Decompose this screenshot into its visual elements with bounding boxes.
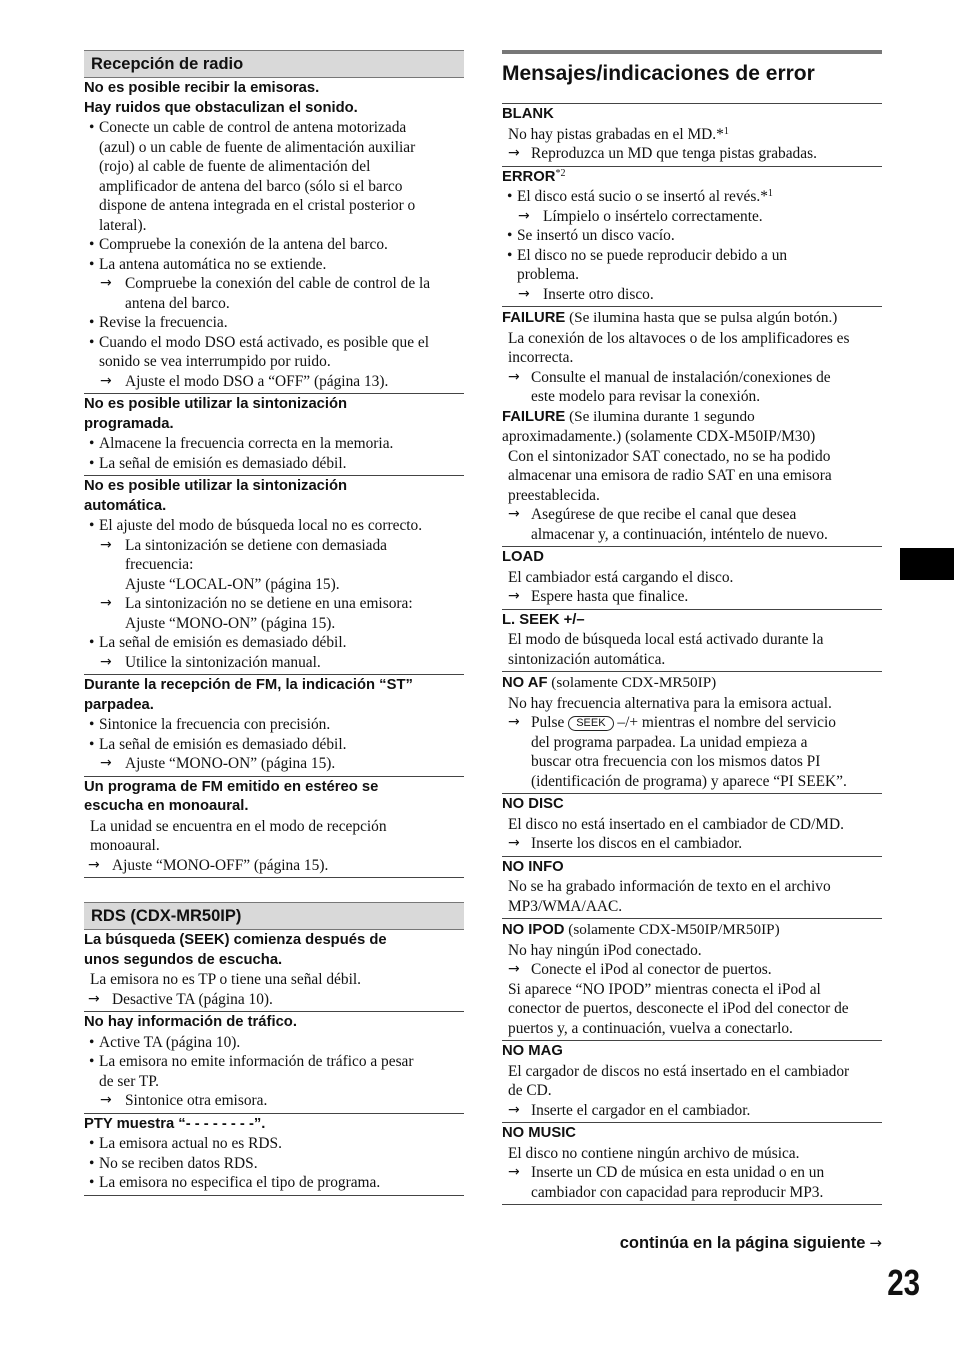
error-code: NO IPOD (solamente CDX-M50IP/MR50IP) (502, 921, 780, 938)
remedy-item: → Conecte el iPod al conector de puertos. (502, 960, 882, 980)
remedy-continuation: antena del barco. (125, 294, 230, 312)
remedy-item: → Ajuste el modo DSO a “OFF” (página 13). (84, 372, 464, 392)
cause-text: MP3/WMA/AAC. (508, 897, 623, 915)
remedy-item: → Inserte un CD de música en esta unidad o en un (502, 1163, 882, 1183)
bullet-item: • Compruebe la conexión de la antena del barco. (84, 235, 464, 255)
section-tab-marker (900, 548, 954, 580)
problem-title: escucha en monoaural. (84, 798, 249, 814)
bullet-item: • La señal de emisión es demasiado débil. (84, 454, 464, 474)
cause-text: La emisora no es TP o tiene una señal débil. (90, 971, 361, 988)
cause-text: incorrecta. (508, 349, 574, 366)
troubleshoot-block-no-reception (84, 78, 464, 394)
remedy-item: → Compruebe la conexión del cable de control de la (84, 274, 464, 294)
bullet-item: • El ajuste del modo de búsqueda local no es correcto. (84, 516, 464, 536)
problem-title: automática. (84, 497, 167, 514)
bullet-continuation: dispone de antena integrada en el cristal posterior o (99, 197, 416, 214)
bullet-continuation: (azul) o un cable de fuente de alimentación auxiliar (99, 138, 416, 156)
error-block-nomusic (502, 1123, 882, 1205)
cause-text: No hay pistas grabadas en el MD.*$^1$ (508, 125, 729, 143)
problem-title: La búsqueda (SEEK) comienza después de (84, 932, 387, 948)
cause-text: El cargador de discos no está insertado en el cambiador (508, 1062, 850, 1080)
problem-title: No es posible utilizar la sintonización (84, 478, 348, 494)
remedy-item: → Consulte el manual de instalación/conexiones de (502, 368, 882, 388)
error-block-lseek (502, 610, 882, 673)
section-heading-errors: Mensajes/indicaciones de error (502, 50, 882, 103)
troubleshoot-block-monaural (84, 777, 464, 879)
bullet-continuation: amplificador de antena del barco (sólo si el barco (99, 177, 403, 195)
error-code-note: aproximadamente.) (solamente CDX-M50IP/M30) (502, 428, 816, 445)
error-block-failure (502, 307, 882, 547)
cause-text: Si aparece “NO IPOD” mientras conecta el iPod al (508, 980, 821, 998)
error-code: BLANK (502, 106, 554, 122)
error-code: NO INFO (502, 858, 564, 875)
remedy-item: → Inserte otro disco. (502, 285, 882, 305)
bullet-item: • La emisora no especifica el tipo de programa. (84, 1173, 464, 1193)
cause-text: El cambiador está cargando el disco. (508, 568, 734, 586)
bullet-item: • El disco no se puede reproducir debido a un (502, 246, 882, 266)
remedy-item: → Pulse SEEK –/+ mientras el nombre del servicio (502, 713, 882, 733)
error-block-blank (502, 103, 882, 167)
bullet-item: • La emisora actual no es RDS. (84, 1134, 464, 1154)
cause-text: almacenar una emisora de radio SAT en una emisora (508, 467, 832, 484)
bullet-continuation: sonido se vea interrumpido por ruido. (99, 353, 331, 370)
cause-text: No hay ningún iPod conectado. (508, 941, 702, 959)
problem-title: PTY muestra “- - - - - - - -”. (84, 1115, 266, 1132)
error-code: ERROR$^{*2}$ (502, 167, 566, 185)
cause-text: de CD. (508, 1082, 552, 1099)
remedy-item: → Ajuste “MONO-ON” (página 15). (84, 754, 464, 774)
bullet-item: • La señal de emisión es demasiado débil. (84, 633, 464, 653)
cause-text: preestablecida. (508, 486, 600, 504)
remedy-item: → La sintonización no se detiene en una emisora: (84, 594, 464, 614)
remedy-continuation: almacenar y, a continuación, inténtelo de nuevo. (531, 525, 828, 543)
cause-text: El disco no contiene ningún archivo de música. (508, 1144, 800, 1162)
bullet-item: • La emisora no emite información de tráfico a pesar (84, 1052, 464, 1072)
arrow-right-icon: → (869, 1234, 882, 1252)
bullet-continuation: lateral). (99, 216, 147, 234)
error-block-noipod (502, 919, 882, 1041)
problem-title: Un programa de FM emitido en estéreo se (84, 778, 379, 795)
bullet-item: • Se insertó un disco vacío. (502, 226, 882, 246)
continued-note: continúa en la página siguiente → (619, 1234, 882, 1252)
error-code: NO MUSIC (502, 1125, 576, 1141)
troubleshoot-block-traffic (84, 1012, 464, 1114)
page-number: 23 (887, 1262, 920, 1303)
bullet-continuation: problema. (517, 266, 579, 283)
remedy-item: → Asegúrese de que recibe el canal que desea (502, 505, 882, 525)
cause-text: conector de puertos, desconecte el iPod del conector de (508, 1000, 849, 1017)
bullet-item: • Revise la frecuencia. (84, 313, 464, 333)
cause-text: El modo de búsqueda local está activado durante la (508, 631, 824, 648)
left-column (84, 50, 464, 1196)
section-heading-radio: Recepción de radio (84, 50, 464, 78)
error-code: LOAD (502, 549, 544, 565)
remedy-continuation: cambiador con capacidad para reproducir MP3. (531, 1183, 824, 1201)
cause-text: No hay frecuencia alternativa para la emisora actual. (508, 694, 832, 712)
problem-title: No es posible utilizar la sintonización (84, 396, 348, 412)
bullet-item: • Almacene la frecuencia correcta en la memoria. (84, 434, 464, 454)
bullet-continuation: (rojo) al cable de fuente de alimentación del (99, 158, 371, 175)
cause-text: La conexión de los altavoces o de los amplificadores es (508, 329, 850, 347)
error-block-nodisc (502, 794, 882, 857)
bullet-item: • La antena automática no se extiende. (84, 255, 464, 275)
problem-title: unos segundos de escucha. (84, 951, 283, 968)
seek-button-icon: SEEK (568, 716, 613, 731)
problem-title: No es posible recibir la emisoras. (84, 80, 320, 96)
problem-title: parpadea. (84, 696, 154, 713)
remedy-item: → Inserte los discos en el cambiador. (502, 834, 882, 854)
error-block-nomag (502, 1041, 882, 1123)
remedy-continuation: (identificación de programa) y aparece “PI SEEK”. (531, 772, 847, 790)
error-block-error (502, 167, 882, 308)
bullet-item: • Cuando el modo DSO está activado, es posible que el (84, 333, 464, 353)
cause-text: El disco no está insertado en el cambiador de CD/MD. (508, 815, 844, 833)
error-block-noaf (502, 672, 882, 794)
error-block-load (502, 547, 882, 610)
remedy-item: → Reproduzca un MD que tenga pistas grabadas. (502, 144, 882, 164)
cause-text: puertos y, a continuación, vuelva a conectarlo. (508, 1019, 793, 1037)
remedy-item: → Espere hasta que finalice. (502, 587, 882, 607)
problem-title: Hay ruidos que obstaculizan el sonido. (84, 99, 358, 116)
problem-title: No hay información de tráfico. (84, 1014, 297, 1030)
cause-text: monoaural. (90, 837, 160, 854)
cause-text: No se ha grabado información de texto en el archivo (508, 878, 831, 895)
remedy-continuation: Ajuste “LOCAL-ON” (página 15). (125, 575, 340, 593)
troubleshoot-block-preset (84, 394, 464, 476)
troubleshoot-block-pty (84, 1114, 464, 1196)
problem-title: Durante la recepción de FM, la indicación “ST” (84, 677, 413, 693)
cause-text: Con el sintonizador SAT conectado, no se ha podido (508, 447, 831, 465)
error-code: FAILURE (Se ilumina hasta que se pulsa algún botón.) (502, 309, 838, 326)
bullet-item: • Active TA (página 10). (84, 1033, 464, 1053)
remedy-continuation: Ajuste “MONO-ON” (página 15). (125, 614, 336, 632)
remedy-item: → Desactive TA (página 10). (84, 990, 464, 1010)
troubleshoot-block-st-flashing (84, 675, 464, 777)
remedy-continuation: este modelo para revisar la conexión. (531, 388, 761, 405)
error-code: NO DISC (502, 796, 564, 812)
bullet-item: • Conecte un cable de control de antena motorizada (84, 118, 464, 138)
section-heading-rds: RDS (CDX-MR50IP) (84, 902, 464, 930)
right-column (502, 50, 882, 1205)
remedy-item: → Límpielo o insértelo correctamente. (502, 207, 882, 227)
troubleshoot-block-auto-tuning (84, 476, 464, 675)
problem-title: programada. (84, 415, 174, 432)
bullet-continuation: de ser TP. (99, 1072, 159, 1090)
remedy-continuation: buscar otra frecuencia con los mismos datos PI (531, 753, 821, 770)
bullet-item: • No se reciben datos RDS. (84, 1154, 464, 1174)
error-code: NO AF (solamente CDX-MR50IP) (502, 674, 717, 691)
error-code: L. SEEK +/– (502, 611, 585, 628)
bullet-item: • La señal de emisión es demasiado débil. (84, 735, 464, 755)
cause-text: La unidad se encuentra en el modo de recepción (90, 817, 387, 835)
error-code: FAILURE (Se ilumina durante 1 segundo (502, 407, 755, 425)
remedy-item: → Inserte el cargador en el cambiador. (502, 1101, 882, 1121)
bullet-item: • El disco está sucio o se insertó al revés.*$^1$ (502, 187, 882, 207)
error-code: NO MAG (502, 1043, 563, 1059)
bullet-item: • Sintonice la frecuencia con precisión. (84, 715, 464, 735)
troubleshoot-block-seek (84, 930, 464, 1012)
remedy-continuation: frecuencia: (125, 556, 194, 573)
remedy-continuation: del programa parpadea. La unidad empieza a (531, 733, 808, 751)
remedy-item: → Utilice la sintonización manual. (84, 653, 464, 673)
remedy-item: → Sintonice otra emisora. (84, 1091, 464, 1111)
error-block-noinfo (502, 857, 882, 920)
remedy-item: → La sintonización se detiene con demasiada (84, 536, 464, 556)
cause-text: sintonización automática. (508, 650, 666, 668)
remedy-item: → Ajuste “MONO-OFF” (página 15). (84, 856, 464, 876)
